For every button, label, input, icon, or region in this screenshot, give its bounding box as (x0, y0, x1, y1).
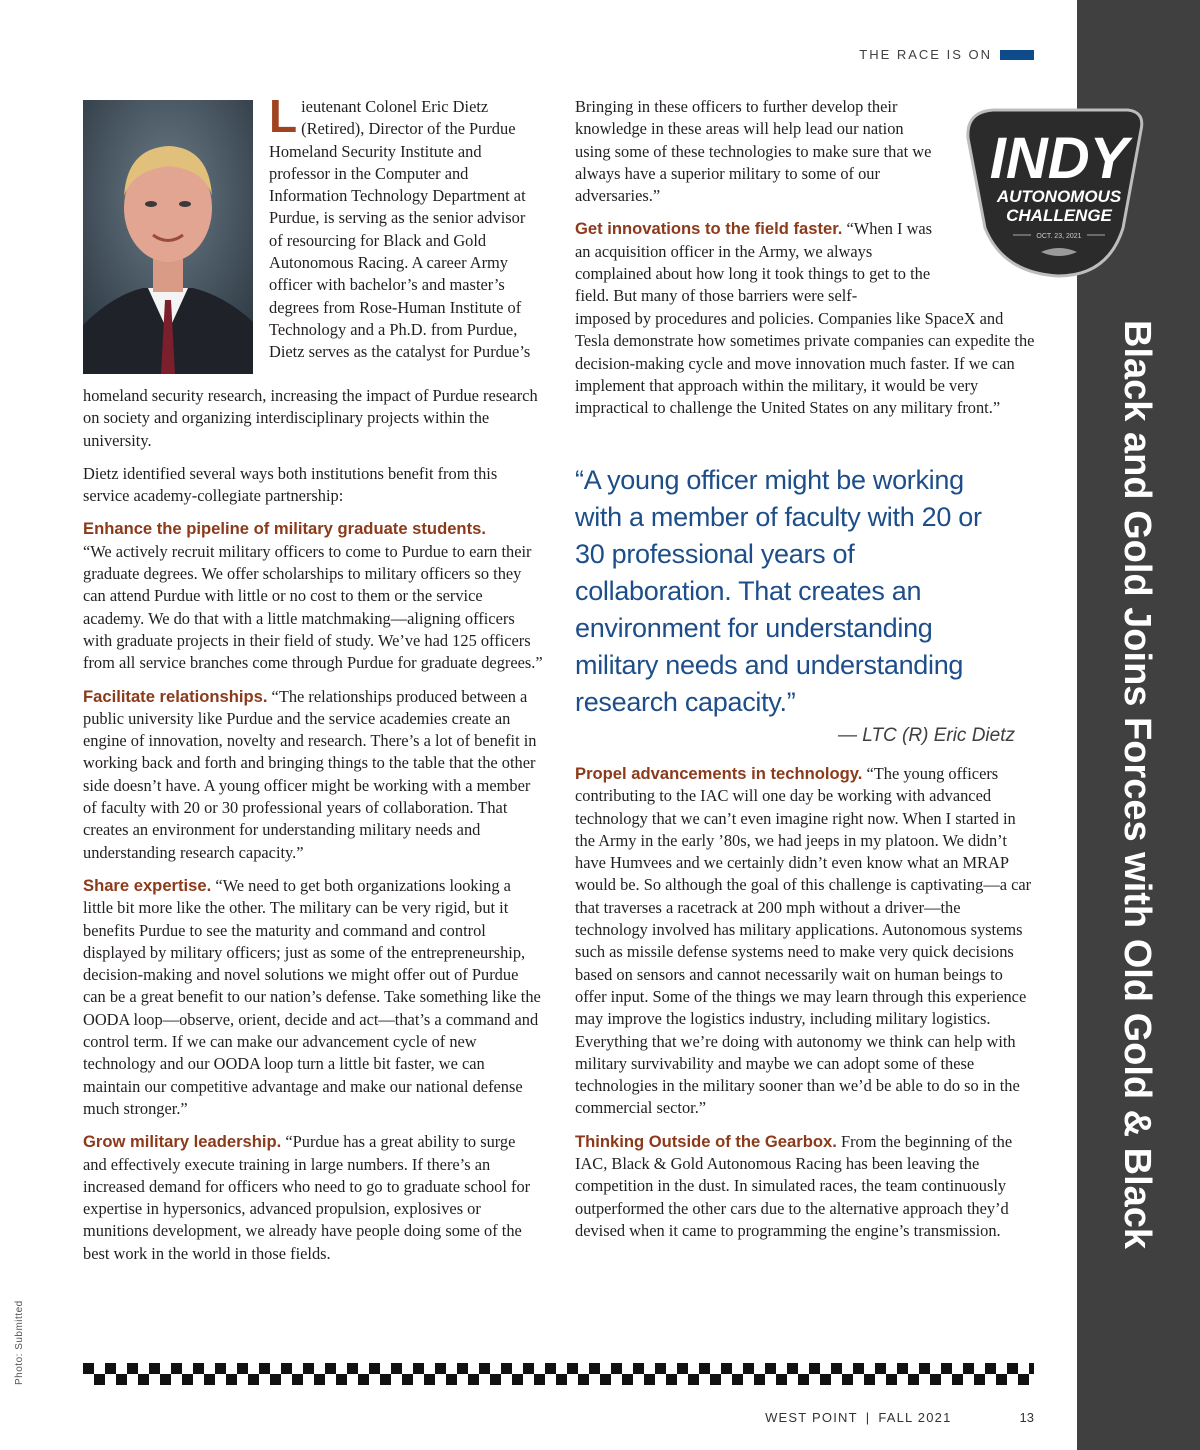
left-column (83, 385, 543, 1276)
checker-square (237, 1363, 248, 1374)
checker-square (94, 1374, 105, 1385)
footer-issue: FALL 2021 (878, 1410, 952, 1425)
checker-square (688, 1374, 699, 1385)
checker-square (336, 1374, 347, 1385)
portrait-photo (83, 100, 253, 374)
checker-square (424, 1374, 435, 1385)
checker-square (567, 1363, 578, 1374)
checkered-flag-divider (83, 1363, 1034, 1385)
footer-publication: WEST POINT (765, 1410, 858, 1425)
section-innovations-body-part-1: “When I was an acquisition officer in the Army, we always complained about how long it took things to get to the field. But many of those barriers were self- (575, 219, 933, 306)
checker-square (644, 1374, 655, 1385)
checker-square (732, 1374, 743, 1385)
checker-square (380, 1374, 391, 1385)
checker-square (457, 1363, 468, 1374)
pull-quote-block (575, 462, 1015, 747)
checker-square (919, 1363, 930, 1374)
right-column-top (575, 96, 935, 308)
section-innovations-top (575, 218, 935, 307)
checker-square (204, 1374, 215, 1385)
section-pipeline-body: “We actively recruit military officers to come to Purdue to earn their graduate degrees. We offer scholarships to military officers so they can attend Purdue with little or no cost to them or the service academy. We do that with a little matchmaking—aligning officers with graduate projects in their field of study. We’ve had 125 officers from all service branches come through Purdue for graduate degrees.” (83, 541, 543, 673)
checker-square (545, 1363, 556, 1374)
checker-square (765, 1363, 776, 1374)
page-number: 13 (1019, 1410, 1034, 1425)
section-relationships-body: “The relationships produced between a public university like Purdue and the service academies create an engine of innovation, novelty and research. There’s a lot of benefit in working back and forth and bringing things to the table that the other side doesn’t have. A young officer might be working with a member of faculty with 20 or 30 professional years of collaboration. That creates an environment for understanding military needs and understanding research capacity.” (83, 686, 537, 862)
checker-square (314, 1374, 325, 1385)
checker-square (468, 1374, 479, 1385)
checker-square (622, 1374, 633, 1385)
checker-square (215, 1363, 226, 1374)
checker-square (523, 1363, 534, 1374)
checker-square (556, 1374, 567, 1385)
checker-square (413, 1363, 424, 1374)
checker-square (160, 1374, 171, 1385)
logo-challenge-text: CHALLENGE (1006, 206, 1112, 225)
section-technology-head: Propel advancements in technology. (575, 764, 863, 783)
checker-square (83, 1363, 94, 1374)
checker-square (270, 1374, 281, 1385)
checker-square (941, 1363, 952, 1374)
section-gearbox-head: Thinking Outside of the Gearbox. (575, 1131, 837, 1151)
checker-square (369, 1363, 380, 1374)
checker-square (886, 1374, 897, 1385)
page-footer (765, 1410, 1034, 1425)
section-gearbox-body: From the beginning of the IAC, Black & Gold Autonomous Racing has been leaving the competition in the dust. In simulated races, the team continuously outperformed the other cars due to the alternative approach they’d devised when it came to programming the engine’s transmission. (575, 1131, 1013, 1240)
checker-square (512, 1374, 523, 1385)
checker-square (303, 1363, 314, 1374)
checker-square (633, 1363, 644, 1374)
section-leadership (83, 1131, 543, 1265)
section-gearbox (575, 1131, 1037, 1242)
checker-square (138, 1374, 149, 1385)
checker-square (611, 1363, 622, 1374)
checker-square (358, 1374, 369, 1385)
article-title: Black and Gold Joins Forces with Old Gold & Black (1116, 320, 1158, 1250)
intro-paragraph-top (269, 90, 541, 364)
right-column-innovations-cont (575, 308, 1037, 430)
pull-quote-attribution: — LTC (R) Eric Dietz (838, 725, 1015, 746)
checker-square (655, 1363, 666, 1374)
checker-square (248, 1374, 259, 1385)
checker-square (974, 1374, 985, 1385)
checker-square (435, 1363, 446, 1374)
checker-square (930, 1374, 941, 1385)
section-expertise (83, 875, 543, 1120)
checker-square (677, 1363, 688, 1374)
section-relationships (83, 686, 543, 864)
footer-separator: | (865, 1410, 871, 1425)
checker-square (908, 1374, 919, 1385)
checker-square (578, 1374, 589, 1385)
checker-square (996, 1374, 1007, 1385)
checker-square (710, 1374, 721, 1385)
checker-square (193, 1363, 204, 1374)
checker-square (787, 1363, 798, 1374)
section-innovations-body-part-2: imposed by procedures and policies. Companies like SpaceX and Tesla demonstrate how sometimes private companies can expedite the decision-making cycle and move innovation much faster. If we can implement that approach within the military, it would be very impractical to challenge the United States on any military front.” (575, 309, 1035, 418)
checker-square (666, 1374, 677, 1385)
checker-square (1007, 1363, 1018, 1374)
logo-indy-text: INDY (989, 126, 1129, 191)
checker-square (875, 1363, 886, 1374)
running-head-bar (1000, 50, 1034, 60)
running-head (859, 47, 1034, 62)
indy-autonomous-challenge-logo (963, 98, 1153, 288)
checker-square (325, 1363, 336, 1374)
right-para-1: Bringing in these officers to further develop their knowledge in these areas will help lead our nation using some of these technologies to make sure that we always have a superior military to some of our adversaries.” (575, 97, 932, 206)
checker-square (116, 1374, 127, 1385)
pull-quote: “A young officer might be working with a member of faculty with 20 or 30 professional years of collaboration. That creates an environment for understanding military needs and understanding research capacity.” (575, 465, 982, 717)
checker-square (149, 1363, 160, 1374)
section-innovations-head: Get innovations to the field faster. (575, 219, 843, 239)
checker-square (798, 1374, 809, 1385)
checker-square (853, 1363, 864, 1374)
checker-square (281, 1363, 292, 1374)
section-technology (575, 763, 1037, 1120)
intro-text-part-2: homeland security research, increasing the impact of Purdue research on society and organizing interdisciplinary projects within the university. (83, 386, 538, 450)
checker-square (699, 1363, 710, 1374)
checker-square (182, 1374, 193, 1385)
checker-square (842, 1374, 853, 1385)
drop-cap: L (269, 90, 298, 142)
checker-square (743, 1363, 754, 1374)
partnership-paragraph: Dietz identified several ways both institutions benefit from this service academy-collegiate partnership: (83, 463, 498, 506)
checker-square (171, 1363, 182, 1374)
checker-square (721, 1363, 732, 1374)
checker-square (402, 1374, 413, 1385)
checker-square (1029, 1363, 1034, 1374)
checker-square (963, 1363, 974, 1374)
section-pipeline-head: Enhance the pipeline of military graduate students. (83, 519, 486, 539)
checker-square (347, 1363, 358, 1374)
section-leadership-head: Grow military leadership. (83, 1132, 282, 1152)
section-pipeline (83, 518, 543, 674)
checker-square (985, 1363, 996, 1374)
checker-square (831, 1363, 842, 1374)
running-head-text: THE RACE IS ON (859, 47, 992, 62)
checker-square (490, 1374, 501, 1385)
checker-square (292, 1374, 303, 1385)
section-relationships-head: Facilitate relationships. (83, 686, 268, 706)
checker-square (776, 1374, 787, 1385)
checker-square (1018, 1374, 1029, 1385)
logo-date-text: OCT. 23, 2021 (1036, 233, 1082, 240)
logo-autonomous-text: AUTONOMOUS (996, 187, 1122, 206)
checker-square (589, 1363, 600, 1374)
checker-square (864, 1374, 875, 1385)
checker-square (446, 1374, 457, 1385)
checker-square (105, 1363, 116, 1374)
checker-square (259, 1363, 270, 1374)
checker-square (479, 1363, 490, 1374)
photo-credit: Photo: Submitted (14, 1300, 25, 1385)
checker-square (600, 1374, 611, 1385)
section-leadership-body: “Purdue has a great ability to surge and effectively execute training in large numbers. If there’s an increased demand for officers who need to go to graduate school for expertise in hypersonics, advanced propulsion, explosives or munitions development, we already have people doing some of the best work in the world in those fields. (83, 1132, 531, 1263)
checker-square (127, 1363, 138, 1374)
intro-text-part-1: ieutenant Colonel Eric Dietz (Retired), Director of the Purdue Homeland Security Institute and professor in the Computer and Information Technology Department at Purdue, is serving as the senior advisor of resourcing for Black and Gold Autonomous Racing. A career Army officer with bachelor’s and master’s degrees from Rose-Human Institute of Technology and a Ph.D. from Purdue, Dietz serves as the catalyst for Purdue’s (269, 97, 531, 362)
section-expertise-body: “We need to get both organizations looking a little bit more like the other. The military can be very rigid, but it benefits Purdue to see the maturity and command and control displayed by military officers; just as some of the entrepreneurship, decision-making and novel solutions we might offer out of Purdue can be a great benefit to our nation’s defense. Take something like the OODA loop—observe, orient, decide and act—that’s a command and control term. If we can make our advancement cycle of new technology and our OODA loop turn a little bit faster, we can maintain our competitive advantage and make our national defense much stronger.” (83, 875, 541, 1118)
checker-square (754, 1374, 765, 1385)
checker-square (897, 1363, 908, 1374)
section-technology-body: “The young officers contributing to the IAC will one day be working with advanced technology that we can’t even imagine right now. When I started in the Army in the early ’80s, we had jeeps in my platoon. We didn’t have Humvees and we certainly didn’t even know what an MRAP would be. So although the goal of this challenge is captivating—a car that traverses a racetrack at 200 mph without a driver—the technology involved has military applications. Autonomous systems such as missile defense systems need to make very quick decisions based on sensors and cannot necessarily wait on human beings to offer input. Some of the things we may learn through this experience may improve the logistics industry, including military logistics. Everything that we’re doing with autonomy we think can help with military survivability and maybe we can adopt some of these technologies in the military sooner than we’d be able to do so in the commercial sector.” (575, 764, 1032, 1118)
checker-square (820, 1374, 831, 1385)
checker-square (534, 1374, 545, 1385)
checker-square (391, 1363, 402, 1374)
checker-square (226, 1374, 237, 1385)
checker-square (501, 1363, 512, 1374)
right-column-bottom (575, 763, 1037, 1253)
checker-square (952, 1374, 963, 1385)
checker-square (809, 1363, 820, 1374)
section-expertise-head: Share expertise. (83, 875, 212, 895)
